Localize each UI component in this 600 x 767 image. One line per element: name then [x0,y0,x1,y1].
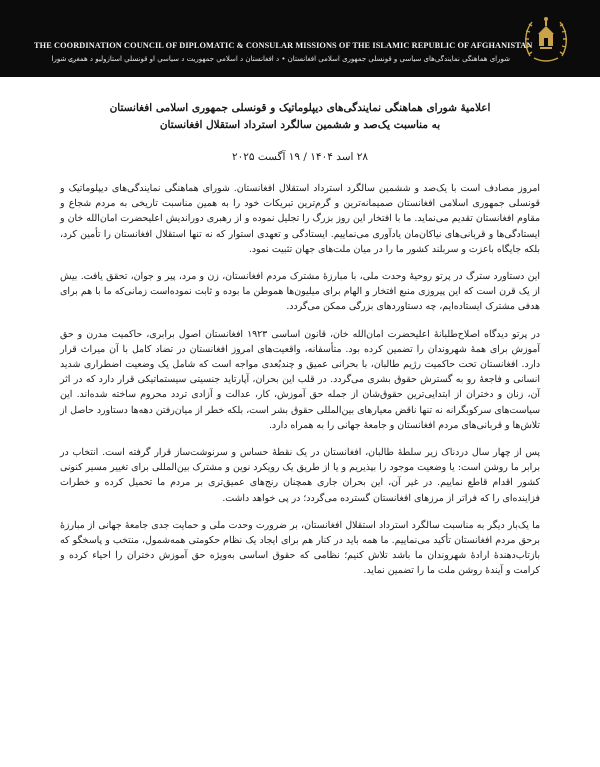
statement-title [60,100,540,134]
national-emblem-icon [520,12,572,66]
statement-date: ۲۸ اسد ۱۴۰۴ / ۱۹ آگست ۲۰۲۵ [231,151,369,163]
paragraph: این دستاورد سترگ در پرتو روحیهٔ وحدت ملی، با مبارزهٔ مشترک مردم افغانستان، زن و مرد، پیر و جوان، تحقق یافت. بیش از یک قرن است که این پیروزی منبع افتخار و الهام برای میلیون‌ها هموطن ما بوده و ثابت نموده‌است زمانی‌که ما با هم برای هدفی مشترک ایستاده‌ایم، چه دستاوردهای بزرگی ممکن می‌گردد. [60,271,540,313]
paragraph: امروز مصادف است با یک‌صد و ششمین سالگرد استرداد استقلال افغانستان. شورای هماهنگی نمایندگی‌های دیپلوماتیک و قونسلی جمهوری اسلامی افغانستان صمیمانه‌ترین و گرم‌ترین تبریکات خود را به همین مناسبت تاریخی به مردم شجاع و مقاوم افغانستان تقدیم می‌نماید. ما با افتخار این روز بزرگ را تجلیل نموده و از رهبری دوراندیش اعلیحضرت امان‌الله خان و ایستادگی‌ها و قربانی‌های نیاکان‌مان یادآوری می‌نماییم. ایستادگی و تعهدی استوار که نه تنها استقلال افغانستان را تأمین کرد، بلکه جایگاه باعزت و سربلند کشور ما را در میان ملت‌های جهان تثبیت نمود. [60,183,540,255]
letterhead-banner [0,0,600,77]
paragraph: در پرتو دیدگاه اصلاح‌طلبانهٔ اعلیحضرت امان‌الله خان، قانون اساسی ۱۹۲۳ افغانستان اصول برابری، حاکمیت مدرن و حق آموزش برای همهٔ شهروندان را تضمین کرده بود. متأسفانه، واقعیت‌های امروز افغانستان در تضاد کامل با آن میراث قرار دارد. افغانستان تحت حاکمیت رژیم طالبان، با بحرانی عمیق و چندبُعدی مواجه است که شامل یک وضعیت اضطراری شدید انسانی و فاجعهٔ رو به گسترش حقوق بشری می‌گردد. در قلب این بحران، آپارتاید جنسیتی سیستماتیکی قرار دارد که در اثر آن، زنان و دختران از ابتدایی‌ترین حقوق‌شان از جمله حق آموزش، کار، عدالت و آزادی تردد محروم ساخته شده‌اند. این سیاست‌های سرکوبگرانه نه تنها ناقض معیارهای بین‌المللی حقوق بشر است، بلکه خطر از میان‌رفتن دهه‌ها دستاورد حاصل از تلاش‌ها و قربانی‌های مردم افغانستان و جامعهٔ جهانی را به همراه دارد. [60,328,540,431]
statement-title-line-2: به مناسبت یک‌صد و ششمین سالگرد استرداد استقلال افغانستان [159,119,441,131]
statement-document [60,100,540,591]
organization-name-local: شورای هماهنگی نمایندگی‌های سیاسی و قونسلی جمهوری اسلامی افغانستان • د افغانستان د اسلامي جمهوریت د سیاسي او قونسلي استازولیو د همغږۍ شورا [51,55,510,63]
organization-name-english: THE COORDINATION COUNCIL OF DIPLOMATIC & CONSULAR MISSIONS OF THE ISLAMIC REPUBLIC OF AFGHANISTAN [34,41,533,50]
statement-title-line-1: اعلامیهٔ شورای هماهنگی نمایندگی‌های دیپلوماتیک و قونسلی جمهوری اسلامی افغانستان [109,102,491,114]
paragraph: ما یک‌بار دیگر به مناسبت سالگرد استرداد استقلال افغانستان، بر ضرورت وحدت ملی و حمایت جدی جامعهٔ جهانی از مبارزهٔ برحق مردم افغانستان تأکید می‌نماییم. ما همه باید در کنار هم برای ایجاد یک نظام حکومتی همه‌شمول، منتخب و پاسخگو که بازتاب‌دهندهٔ ارادهٔ شهروندان ما باشد تلاش کنیم؛ نظامی که حقوق اساسی به‌ویژه حق آموزش دختران را احیاء کرده و کرامت و آیندهٔ روشن ملت ما را تضمین نماید. [60,519,540,577]
paragraph: پس از چهار سال دردناک زیر سلطهٔ طالبان، افغانستان در یک نقطهٔ حساس و سرنوشت‌ساز قرار گرفته است. انتخاب در برابر ما روشن است: یا وضعیت موجود را بپذیریم و یا از طریق یک رویکرد نوین و مشترک بین‌المللی برای تغییر مسیر کنونی کشور اقدام قاطع نماییم. در غیر آن، این بحران جاری همچنان رنج‌های عمیق‌تری بر مردم ما تحمیل کرده و خطرات فزاینده‌ای را که فراتر از مرزهای افغانستان گسترده می‌گردد؛ در پی خواهد داشت. [60,447,540,504]
